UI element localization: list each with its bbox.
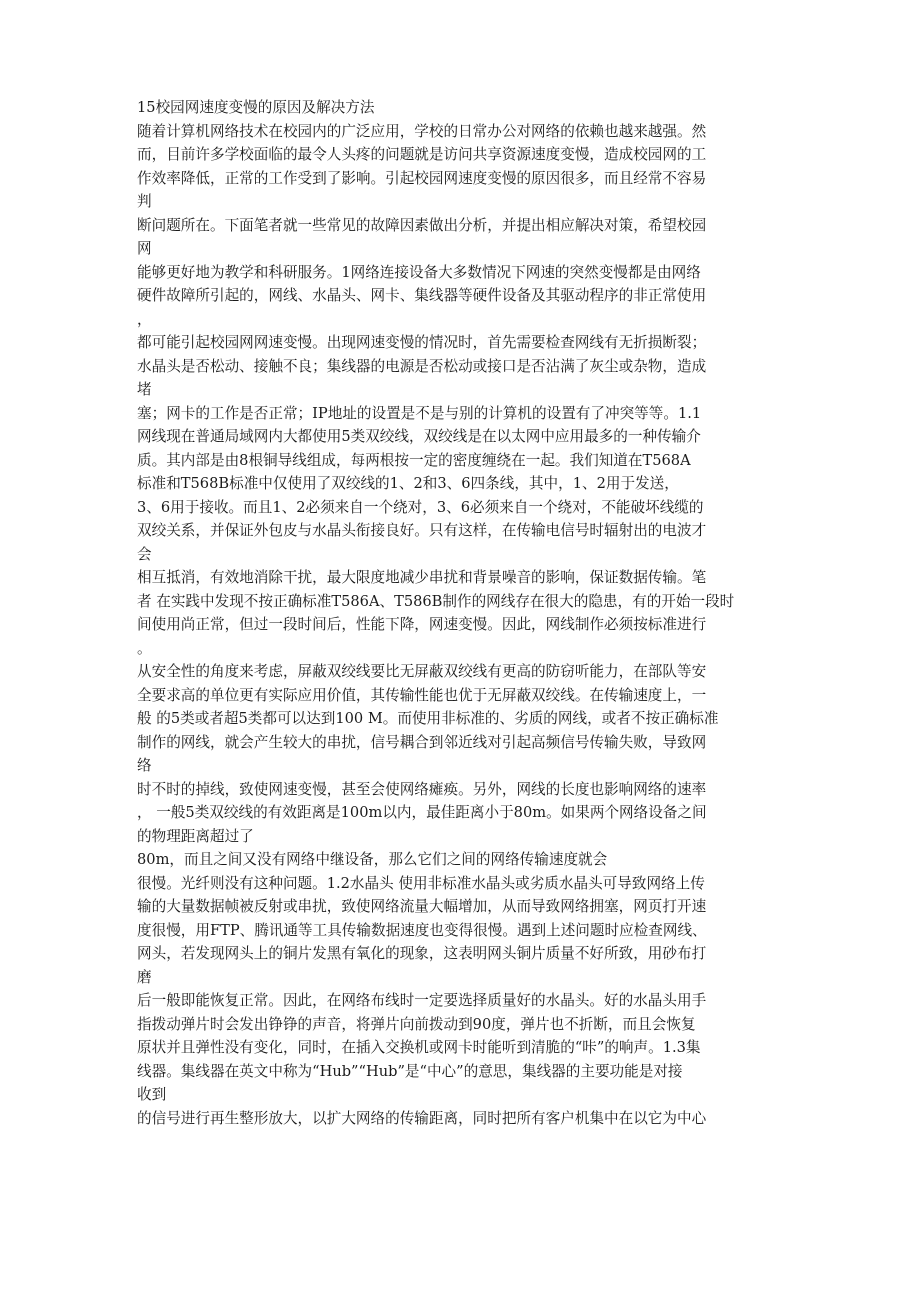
text-line: 质。其内部是由8根铜导线组成，每两根按一定的密度缠绕在一起。我们知道在T568A [137,451,691,469]
text-line: 随着计算机网络技术在校园内的广泛应用，学校的日常办公对网络的依赖也越来越强。然 [137,122,707,140]
text-line: 双绞关系，并保证外包皮与水晶头衔接良好。只有这样，在传输电信号时辐射出的电波才 [137,522,707,539]
text-line: ， [137,310,152,328]
text-line: 收到 [137,1086,167,1103]
text-line: 都可能引起校园网网速变慢。出现网速变慢的情况时，首先需要检查网线有无折损断裂； [137,334,707,351]
text-line: 从安全性的角度来考虑，屏蔽双绞线要比无屏蔽双绞线有更高的防窃听能力，在部队等安 [137,663,707,680]
text-line: 硬件故障所引起的，网线、水晶头、网卡、集线器等硬件设备及其驱动程序的非正常使用 [137,287,707,304]
text-line: 会 [137,545,152,563]
text-line: ， 一般5类双绞线的有效距离是100m以内，最佳距离小于80m。如果两个网络设备之间 [137,804,707,821]
text-line: 全要求高的单位更有实际应用价值，其传输性能也优于无屏蔽双绞线。在传输速度上，一 [137,686,707,704]
text-line: 指拨动弹片时会发出铮铮的声音，将弹片向前拨动到90度，弹片也不折断，而且会恢复 [137,1015,696,1033]
text-line: 能够更好地为教学和科研服务。1网络连接设备大多数情况下网速的突然变慢都是由网络 [137,263,701,281]
text-line: 线器。集线器在英文中称为“Hub”“Hub”是“中心”的意思，集线器的主要功能是对接 [137,1062,683,1080]
text-line: 度很慢，用FTP、腾讯通等工具传输数据速度也变得很慢。遇到上述问题时应检查网线、 [137,921,707,939]
text-line: 磨 [137,968,152,986]
text-line: 判 [137,193,152,210]
text-line: 相互抵消，有效地消除干扰，最大限度地减少串扰和背景噪音的影响，保证数据传输。笔 [137,569,707,586]
text-line: 很慢。光纤则没有这种问题。1.2水晶头 使用非标准水晶头或劣质水晶头可导致网络上传 [137,874,705,892]
text-line: 原状并且弹性没有变化，同时，在插入交换机或网卡时能听到清脆的“咔”的响声。1.3集 [137,1039,701,1056]
text-line: 80m，而且之间又没有网络中继设备，那么它们之间的网络传输速度就会 [137,851,608,868]
text-line: 塞；网卡的工作是否正常；IP地址的设置是不是与别的计算机的设置有了冲突等等。1.1 [137,404,702,422]
text-line: 络 [137,757,152,774]
text-line: 时不时的掉线，致使网速变慢，甚至会使网络瘫痪。另外，网线的长度也影响网络的速率 [137,780,707,798]
text-line: 3、6用于接收。而且1、2必须来自一个绕对，3、6必须来自一个绕对，不能破坏线缆的 [137,498,704,516]
text-line: 标准和T568B标准中仅使用了双绞线的1、2和3、6四条线，其中，1、2用于发送， [137,475,679,492]
text-line: 者 在实践中发现不按正确标准T586A、T586B制作的网线存在很大的隐患，有的开始一段时 [137,592,735,610]
text-line: 的物理距离超过了 [137,827,254,845]
text-line: 般 的5类或者超5类都可以达到100 M。而使用非标准的、劣质的网线，或者不按正确标准 [137,710,719,727]
text-line: 的信号进行再生整形放大，以扩大网络的传输距离，同时把所有客户机集中在以它为中心 [137,1109,707,1127]
text-line: 断问题所在。下面笔者就一些常见的故障因素做出分析，并提出相应解决对策，希望校园 [137,216,707,234]
text-line: 网 [137,240,152,257]
document-title: 15校园网速度变慢的原因及解决方法 [137,99,375,116]
text-line: 。 [137,639,152,657]
text-line: 制作的网线，就会产生较大的串扰，信号耦合到邻近线对引起高频信号传输失败，导致网 [137,733,707,751]
text-line: 而，目前许多学校面临的最令人头疼的问题就是访问共享资源速度变慢，造成校园网的工 [137,146,707,163]
text-line: 间使用尚正常，但过一段时间后，性能下降，网速变慢。因此，网线制作必须按标准进行 [137,616,707,633]
text-line: 输的大量数据帧被反射或串扰，致使网络流量大幅增加，从而导致网络拥塞，网页打开速 [137,898,707,915]
text-line: 后一般即能恢复正常。因此，在网络布线时一定要选择质量好的水晶头。好的水晶头用手 [137,992,707,1009]
document-body [137,96,797,1130]
text-line: 作效率降低，正常的工作受到了影响。引起校园网速度变慢的原因很多，而且经常不容易 [137,169,707,187]
text-line: 网线现在普通局域网内大都使用5类双绞线，双绞线是在以太网中应用最多的一种传输介 [137,428,701,445]
text-line: 水晶头是否松动、接触不良；集线器的电源是否松动或接口是否沾满了灰尘或杂物，造成 [137,357,707,375]
text-line: 网头，若发现网头上的铜片发黑有氧化的现象，这表明网头铜片质量不好所致，用砂布打 [137,945,707,962]
text-line: 堵 [137,381,152,398]
